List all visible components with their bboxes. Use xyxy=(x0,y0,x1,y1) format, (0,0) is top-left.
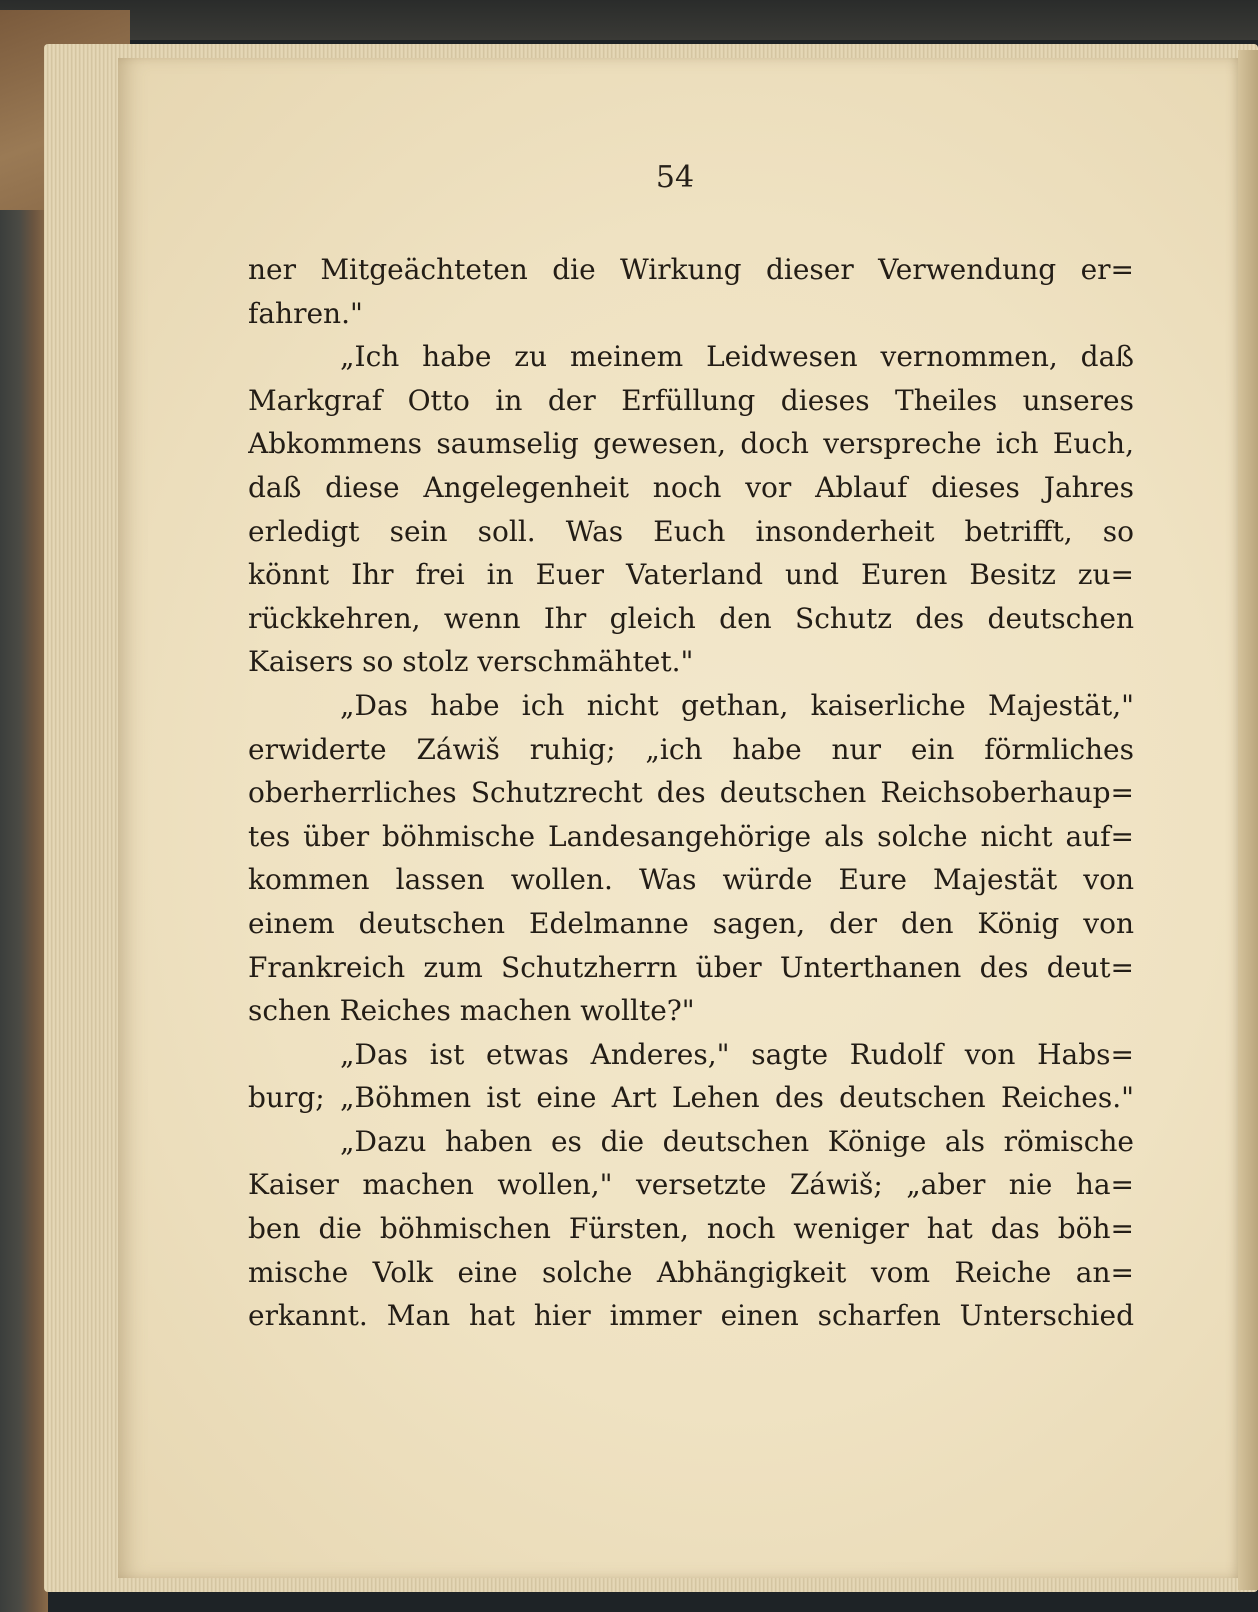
text-line: „Dazu haben es die deutschen Könige als römische xyxy=(340,1124,1134,1158)
text-line: kommen lassen wollen. Was würde Eure Majestät von xyxy=(248,863,1134,897)
text-line: Frankreich zum Schutzherrn über Unterthanen des deut= xyxy=(248,950,1134,984)
text-line: tes über böhmische Landesangehörige als solche nicht auf= xyxy=(248,819,1134,853)
text-line: ner Mitgeächteten die Wirkung dieser Verwendung er= xyxy=(248,253,1134,286)
text-line: „Das ist etwas Anderes," sagte Rudolf von Habs= xyxy=(340,1037,1134,1071)
text-line: „Ich habe zu meinem Leidwesen vernommen, daß xyxy=(340,340,1134,374)
text-line: oberherrliches Schutzrecht des deutschen Reichsoberhaup= xyxy=(248,776,1134,810)
text-line: könnt Ihr frei in Euer Vaterland und Euren Besitz zu= xyxy=(248,558,1134,592)
text-line: einem deutschen Edelmanne sagen, der den König von xyxy=(248,906,1134,940)
page-text xyxy=(248,248,1134,1338)
text-line: fahren." xyxy=(248,296,363,330)
text-line: Kaisers so stolz verschmähtet." xyxy=(248,645,694,679)
text-line: Kaiser machen wollen," versetzte Záwiš; „aber nie ha= xyxy=(248,1168,1134,1202)
text-line: erwiderte Záwiš ruhig; „ich habe nur ein förmliches xyxy=(248,732,1134,766)
book-cover-left xyxy=(0,20,48,1612)
text-line: ben die böhmischen Fürsten, noch weniger hat das böh= xyxy=(248,1212,1134,1246)
text-line: erledigt sein soll. Was Euch insonderheit betrifft, so xyxy=(248,514,1134,548)
text-line: Abkommens saumselig gewesen, doch verspreche ich Euch, xyxy=(248,427,1134,461)
text-line: „Das habe ich nicht gethan, kaiserliche Majestät," xyxy=(340,688,1134,722)
text-line: schen Reiches machen wollte?" xyxy=(248,994,695,1028)
text-line: daß diese Angelegenheit noch vor Ablauf dieses Jahres xyxy=(248,470,1134,504)
text-line: Markgraf Otto in der Erfüllung dieses Theiles unseres xyxy=(248,383,1134,417)
book-cover-top xyxy=(0,0,1258,40)
page-edge-right xyxy=(1238,50,1258,1590)
text-line: mische Volk eine solche Abhängigkeit vom Reiche an= xyxy=(248,1255,1134,1289)
text-line: erkannt. Man hat hier immer einen scharfen Unterschied xyxy=(248,1299,1134,1333)
page-number: 54 xyxy=(655,160,695,195)
text-line: burg; „Böhmen ist eine Art Lehen des deutschen Reiches." xyxy=(248,1081,1134,1115)
text-line: rückkehren, wenn Ihr gleich den Schutz des deutschen xyxy=(248,601,1134,635)
